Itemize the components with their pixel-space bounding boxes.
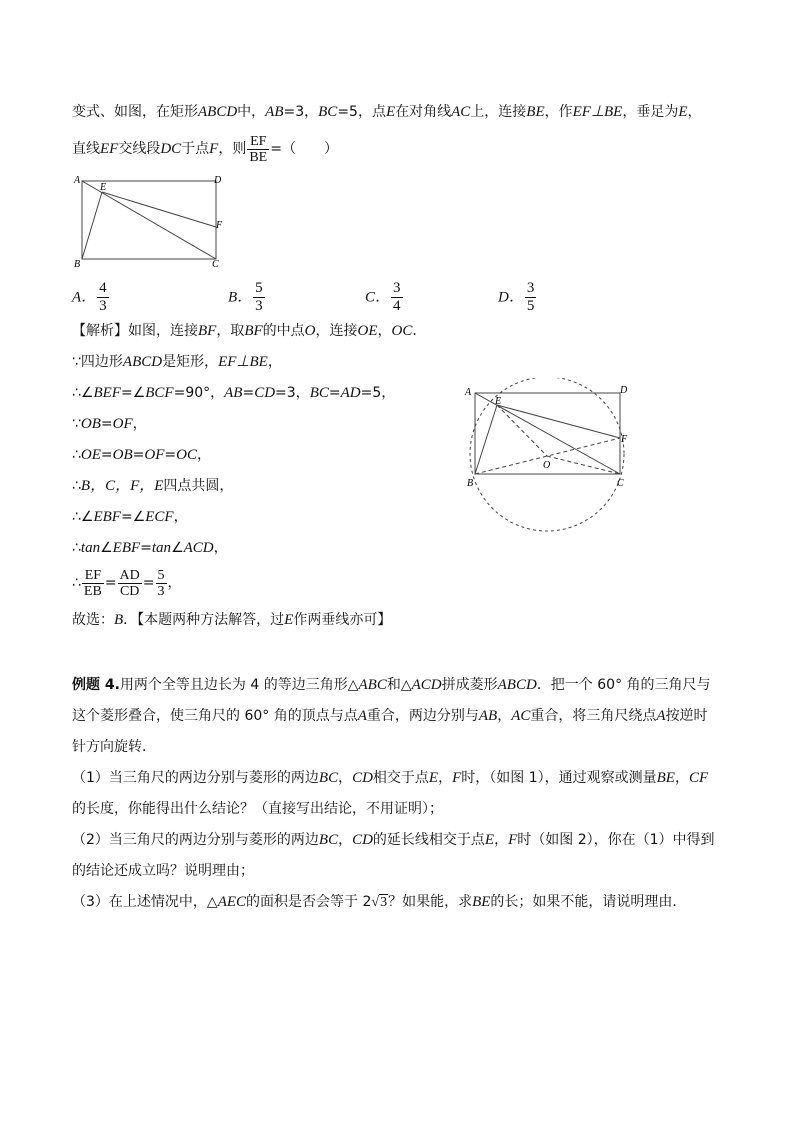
radicand: 3: [380, 895, 388, 910]
label-c: C: [212, 259, 219, 270]
text: =3，: [283, 104, 319, 120]
math: A: [656, 708, 666, 724]
text: 重合，两边分别与: [366, 708, 479, 724]
example-title: 例题 4.: [72, 677, 120, 693]
numerator: AD: [119, 567, 140, 583]
option-label: C．: [365, 289, 391, 306]
text: 相交于点: [372, 770, 429, 786]
text: ，: [674, 770, 689, 786]
text: （1）当三角尺的两边分别与菱形的两边: [72, 770, 319, 786]
math: AC: [451, 104, 471, 120]
text: 的延长线相交于点: [372, 832, 485, 848]
text: =: [132, 447, 145, 463]
text: 上，连接: [470, 104, 527, 120]
example4-line-3: [72, 737, 156, 757]
text: 按逆时: [665, 708, 708, 724]
math: BC: [309, 385, 329, 401]
solution-line-6: [72, 476, 233, 496]
math: OB: [80, 416, 101, 432]
option-label: B．: [228, 289, 253, 306]
math: BCF: [145, 385, 174, 401]
math: ACD: [411, 677, 442, 693]
fraction-5-3: [156, 568, 167, 599]
math: OC: [391, 323, 413, 339]
example4-q3: [72, 892, 686, 913]
label-c: C: [617, 478, 624, 489]
numerator: 3: [393, 280, 401, 296]
text: 的面积是否会等于 2: [246, 894, 372, 910]
math: OE: [80, 447, 101, 463]
math: E: [484, 832, 495, 848]
text: =3，: [275, 385, 310, 401]
math: ECF: [145, 509, 174, 525]
text: ．把一个 60° 角的三角尺与: [536, 677, 711, 693]
math: ABCD: [198, 104, 238, 120]
problem-line-1: [72, 102, 702, 122]
denominator: 3: [99, 298, 107, 314]
math: E: [284, 612, 294, 628]
example4-q1: [72, 768, 708, 788]
math: OE: [357, 323, 378, 339]
math: EBF: [93, 509, 121, 525]
text: 作两垂线亦可】: [293, 612, 392, 628]
math: BC: [318, 832, 339, 848]
denominator: 3: [255, 298, 263, 314]
text: ，: [196, 447, 211, 463]
option-fraction: [525, 280, 537, 315]
circle-bcfe: [470, 378, 624, 531]
denominator: 3: [157, 583, 165, 599]
text: ．【本题两种方法解答，过: [123, 612, 285, 628]
text: 【解析】如图，连接: [72, 323, 198, 339]
label-f: F: [621, 434, 628, 445]
math: BF: [198, 323, 217, 339]
text: 的结论还成立吗？说明理由；: [72, 863, 254, 879]
math: ABC: [358, 677, 387, 693]
math: BF: [244, 323, 263, 339]
text: 直线: [72, 141, 100, 157]
text: 这个菱形叠合，使三角尺的 60° 角的顶点与点: [72, 708, 358, 724]
math: B，C，F，E: [80, 478, 164, 494]
text: 交线段: [118, 141, 161, 157]
numerator: 5: [255, 280, 263, 296]
math: BE: [472, 894, 491, 910]
figure-rectangle-circle: [460, 378, 640, 538]
text: =: [104, 575, 117, 591]
text: ∴: [72, 447, 81, 463]
segment-be: [82, 192, 102, 259]
denominator: 5: [526, 298, 535, 314]
text: 针方向旋转．: [72, 739, 156, 755]
sqrt: √3: [371, 895, 388, 910]
denominator: 4: [393, 298, 401, 314]
option-b[interactable]: [228, 280, 266, 315]
figure-rectangle-1: [72, 172, 232, 272]
option-fraction: [253, 280, 265, 315]
example4-q2-cont: [72, 861, 254, 881]
denominator: BE: [249, 149, 268, 165]
text: ．: [412, 323, 427, 339]
text: ，作: [544, 104, 573, 120]
example4-q1-cont: [72, 799, 443, 819]
solution-line-4: [72, 414, 147, 434]
segment-ef: [102, 192, 216, 227]
text: ∴∠: [72, 509, 94, 525]
text: ，: [132, 416, 147, 432]
text: ，则: [218, 141, 247, 157]
math: BE: [526, 104, 545, 120]
numerator: EF: [82, 568, 104, 584]
label-d: D: [214, 175, 222, 186]
math: F: [508, 832, 518, 848]
fraction-ef-eb: [82, 568, 104, 599]
text: 中，: [237, 104, 266, 120]
math: A: [357, 708, 367, 724]
text: ，取: [216, 323, 245, 339]
text: ，: [213, 540, 228, 556]
math: AC: [511, 708, 531, 724]
label-e: E: [495, 396, 502, 407]
text: ？如果能，求: [388, 894, 473, 910]
text: =∠: [120, 385, 146, 401]
math: tan: [151, 540, 172, 556]
text: ，: [438, 770, 453, 786]
math: E: [678, 104, 688, 120]
text: ∠: [171, 540, 184, 556]
math: EF⊥BE: [218, 354, 268, 370]
math: AB: [265, 104, 284, 120]
math: AEC: [217, 894, 247, 910]
math: EBF: [112, 540, 141, 556]
text: 和△: [386, 677, 412, 693]
text: 是矩形，: [162, 354, 219, 370]
text: ，: [494, 832, 509, 848]
text: 的长；如果不能，请说明理由．: [490, 894, 687, 910]
math: DC: [160, 141, 182, 157]
text: 用两个全等且边长为 4 的等边三角形△: [119, 677, 359, 693]
text: =: [164, 447, 177, 463]
text: 于点: [181, 141, 210, 157]
text: 的中点: [262, 323, 305, 339]
math: CF: [688, 770, 709, 786]
text: ∴: [72, 575, 81, 591]
numerator: 4: [99, 280, 107, 296]
text: ，: [338, 770, 353, 786]
fraction-ef-be: [247, 134, 269, 165]
math: BC: [318, 104, 338, 120]
numerator: EF: [247, 134, 269, 150]
text: ，: [338, 832, 353, 848]
text: 时（如图 2），你在（1）中得到: [517, 832, 715, 848]
solution-line-2: [72, 352, 282, 372]
text: ∴: [72, 540, 81, 556]
text: =: [328, 385, 341, 401]
segment-ef: [497, 405, 620, 438]
text: ，: [267, 354, 282, 370]
option-a[interactable]: [72, 280, 110, 315]
math: BEF: [93, 385, 121, 401]
option-label: D．: [498, 289, 524, 306]
math: BE: [656, 770, 675, 786]
math: OC: [176, 447, 197, 463]
label-a: A: [465, 387, 472, 398]
option-label: A．: [72, 289, 97, 306]
math: ABCD: [122, 354, 163, 370]
math: CD: [352, 770, 373, 786]
math: AB: [224, 385, 243, 401]
text: ∵: [72, 416, 81, 432]
math: OF: [112, 416, 133, 432]
denominator: EB: [83, 583, 102, 599]
denominator: CD: [119, 583, 140, 599]
solution-line-8: [72, 538, 228, 558]
math: CD: [254, 385, 276, 401]
math: B: [114, 612, 124, 628]
math: ACD: [183, 540, 214, 556]
text: 重合，将三角尺绕点: [530, 708, 657, 724]
segment-be: [475, 405, 497, 474]
text: =5，: [360, 385, 396, 401]
segment-oc: [547, 456, 620, 474]
solution-line-10: [72, 610, 391, 630]
text: ，: [497, 708, 512, 724]
math: AD: [340, 385, 361, 401]
text: =: [100, 447, 113, 463]
option-c[interactable]: [365, 280, 404, 315]
math: OF: [144, 447, 165, 463]
text: =: [142, 575, 155, 591]
math: tan: [80, 540, 101, 556]
text: ，: [173, 509, 188, 525]
solution-line-3: [72, 383, 395, 403]
segment-oe: [497, 405, 547, 456]
option-d[interactable]: [498, 280, 537, 315]
text: =: [100, 416, 113, 432]
option-fraction: [391, 280, 403, 315]
label-b: B: [467, 478, 474, 489]
text: =5，点: [337, 104, 386, 120]
solution-line-7: [72, 507, 188, 527]
example4-line-2: [72, 706, 708, 726]
text: 在对角线: [395, 104, 452, 120]
text: ∵四边形: [72, 354, 123, 370]
text: ，垂足为: [622, 104, 679, 120]
math: EF: [100, 141, 119, 157]
text: 故选：: [72, 612, 114, 628]
numerator: 3: [526, 280, 535, 296]
text: =∠: [120, 509, 146, 525]
example4-q2: [72, 830, 715, 850]
text: ，连接: [315, 323, 358, 339]
text: 变式、如图，在矩形: [72, 104, 198, 120]
text: =: [140, 540, 152, 556]
math: OB: [112, 447, 133, 463]
math: BC: [318, 770, 339, 786]
text: ，: [377, 323, 392, 339]
problem-line-2: [72, 132, 338, 166]
text: ，: [167, 575, 182, 591]
math: E: [428, 770, 439, 786]
math: F: [452, 770, 462, 786]
math: ABCD: [497, 677, 537, 693]
text: 拼成菱形: [441, 677, 498, 693]
fraction-ad-cd: [118, 568, 142, 599]
text: ∴∠: [72, 385, 94, 401]
solution-line-9: [72, 566, 182, 600]
text: ，: [687, 104, 702, 120]
math: EF⊥BE: [572, 104, 623, 120]
text: =90°，: [173, 385, 225, 401]
math: O: [304, 323, 316, 339]
label-a: A: [74, 175, 81, 186]
text: （2）当三角尺的两边分别与菱形的两边: [72, 832, 319, 848]
text: =: [242, 385, 255, 401]
text: =（ ）: [270, 141, 338, 157]
text: ∠: [100, 540, 113, 556]
math: AB: [478, 708, 498, 724]
text: 的长度，你能得出什么结论？（直接写出结论，不用证明）；: [72, 801, 443, 817]
solution-line-5: [72, 445, 211, 465]
label-e: E: [100, 182, 107, 193]
math: E: [385, 104, 396, 120]
label-b: B: [74, 259, 81, 270]
label-o: O: [543, 460, 551, 471]
math: F: [209, 141, 219, 157]
text: 四点共圆，: [163, 478, 234, 494]
option-fraction: [97, 280, 109, 315]
math: CD: [352, 832, 373, 848]
numerator: 5: [157, 567, 165, 583]
text: （3）在上述情况中，△: [72, 894, 218, 910]
text: ∴: [72, 478, 81, 494]
label-f: F: [216, 220, 223, 231]
text: 时，（如图 1），通过观察或测量: [461, 770, 657, 786]
solution-line-1: [72, 321, 426, 341]
example4-line-1: [72, 675, 711, 695]
label-d: D: [620, 385, 628, 396]
